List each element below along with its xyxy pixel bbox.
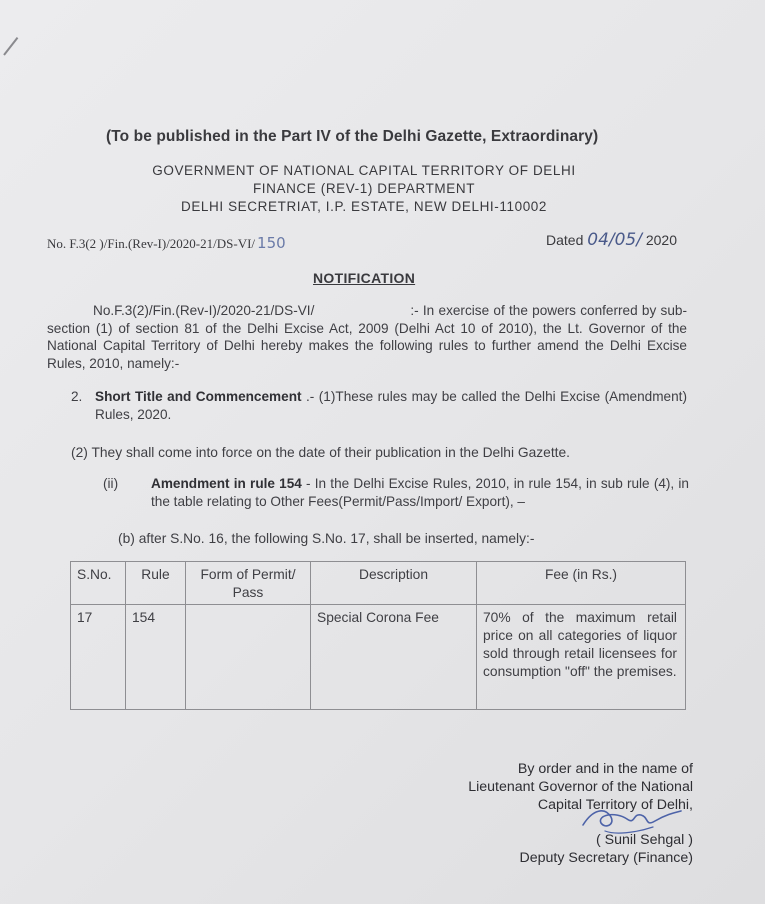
cell-fee-text: 70% of the maximum retail price on all categories of liquor sold through retail licensees for consumption "off" the premises. (483, 610, 677, 679)
item-2-sub-2: (2) They shall come into force on the date of their publication in the Delhi Gazette. (71, 445, 571, 460)
item-ii-heading: Amendment in rule 154 (151, 476, 302, 491)
cell-sno: 17 (71, 605, 126, 710)
dated-handwritten: 04/05/ (587, 230, 642, 250)
reference-number (47, 234, 286, 252)
signature-line-3: Capital Territory of Delhi, (537, 797, 693, 813)
intro-text: :- In exercise of the powers conferred by sub-section (1) of section 81 of the Delhi Excise Act, 2009 (Delhi Act 10 of 2010), the Lt. Governor of the National Capital Territory of Delhi hereby makes the following rules to further amend the Delhi Excise Rules, 2010, namely:- (47, 303, 687, 371)
header-government: GOVERNMENT OF NATIONAL CAPITAL TERRITORY OF DELHI (152, 163, 576, 178)
header-fee: Fee (in Rs.) (477, 562, 686, 605)
header-form: Form of Permit/ Pass (186, 562, 311, 605)
item-2-number: 2. (71, 389, 83, 404)
dated-line (546, 230, 677, 250)
dated-label: Dated (546, 232, 584, 248)
fees-table (70, 561, 686, 710)
header-rule: Rule (126, 562, 186, 605)
cell-description: Special Corona Fee (311, 605, 477, 710)
gazette-note: (To be published in the Part IV of the Delhi Gazette, Extraordinary) (106, 128, 599, 145)
intro-ref: No.F.3(2)/Fin.(Rev-I)/2020-21/DS-VI/ (93, 303, 315, 318)
signatory-name: ( Sunil Sehgal ) (596, 832, 693, 848)
signatory-designation: Deputy Secretary (Finance) (519, 850, 693, 866)
reference-number-handwritten: 150 (257, 234, 286, 252)
item-2-paragraph (71, 388, 687, 423)
reference-number-printed: No. F.3(2 )/Fin.(Rev-I)/2020-21/DS-VI/ (47, 236, 256, 251)
cell-form (186, 605, 311, 710)
item-ii-paragraph (103, 475, 689, 510)
header-description: Description (311, 562, 477, 605)
table-header-row (71, 562, 686, 605)
cell-fee (477, 605, 686, 710)
item-b-paragraph: (b) after S.No. 16, the following S.No. 17, shall be inserted, namely:- (118, 531, 535, 546)
signature-line-1: By order and in the name of (517, 761, 693, 777)
item-2-heading: Short Title and Commencement (95, 389, 302, 404)
intro-paragraph (47, 302, 687, 372)
item-ii-text: - In the Delhi Excise Rules, 2010, in rule 154, in sub rule (4), in the table relating to Other Fees(Permit/Pass/Import/ Export), – (151, 476, 689, 509)
page-title: NOTIFICATION (313, 270, 416, 286)
cell-rule: 154 (126, 605, 186, 710)
header-department: FINANCE (REV-1) DEPARTMENT (252, 181, 476, 196)
table-row (71, 605, 686, 710)
item-ii-number: (ii) (103, 476, 119, 491)
item-2-text: .- (1)These rules may be called the Delhi Excise (Amendment) Rules, 2020. (95, 389, 687, 422)
signature-line-2: Lieutenant Governor of the National (468, 779, 693, 795)
header-address: DELHI SECRETRIAT, I.P. ESTATE, NEW DELHI-110002 (180, 199, 548, 214)
dated-year: 2020 (645, 232, 678, 248)
pencil-mark (3, 37, 18, 56)
header-sno: S.No. (71, 562, 126, 605)
